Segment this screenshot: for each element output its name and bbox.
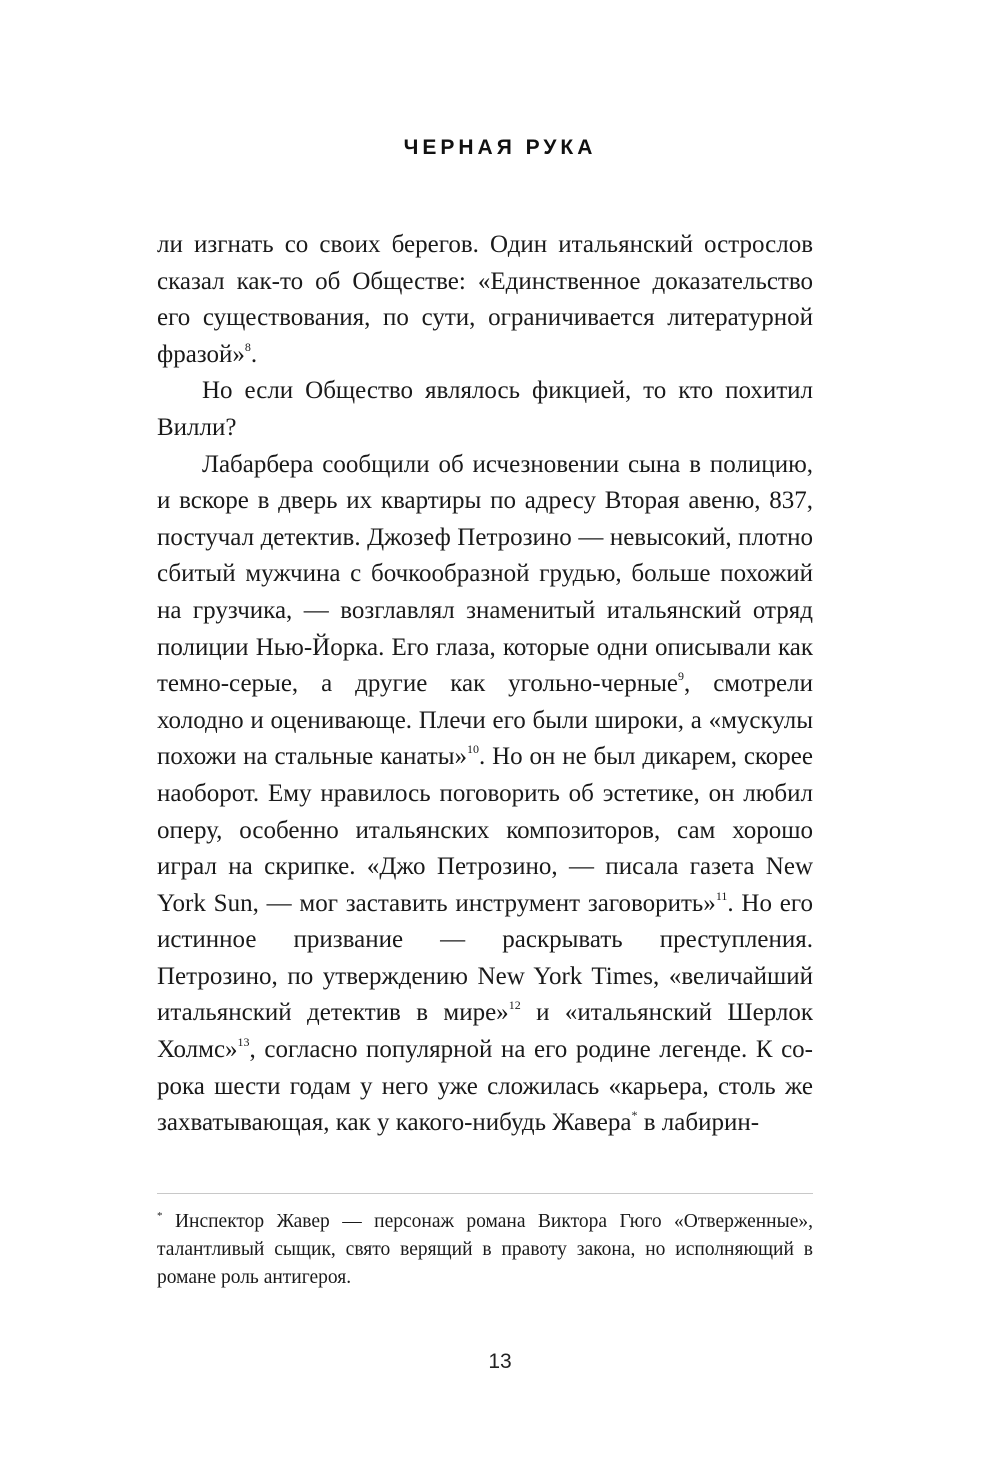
main-text (157, 227, 813, 1142)
paragraph-1-end: . (250, 340, 258, 368)
footnote-marker: * (157, 1210, 163, 1222)
paragraph-3-part-7: в лабирин- (637, 1109, 760, 1137)
running-header: ЧЕРНАЯ РУКА (403, 136, 597, 159)
footnote (157, 1208, 813, 1292)
footnote-divider (157, 1193, 813, 1194)
paragraph-2: Но если Общество являлось фикцией, то кто похитил Вилли? (157, 377, 813, 441)
paragraph-3 (157, 447, 813, 1142)
footnote-ref-11: 11 (715, 888, 728, 903)
footnote-ref-10: 10 (467, 742, 480, 757)
page-number: 13 (488, 1350, 512, 1373)
paragraph-3-part-4: . Но его истинное призвание — раскрывать преступления. Петрозино, по утверждению New York Times, «величайший итальянский детектив в мире» (157, 889, 813, 1027)
paragraph-3-part-3: . Но он не был дикарем, скорее наоборот. Ему нравилось поговорить об эстетике, он любил оперу, особенно итальянских композиторов, сам хорошо играл на скрипке. «Джо Петрозино, — писала газета New York Sun, — мог заставить инструмент заговорить» (157, 743, 813, 917)
footnote-text: Инспектор Жавер — персонаж романа Виктора Гюго «Отверженные», талантливый сыщик, свято верящий в правоту закона, но исполняющий в романе роль антигероя. (157, 1211, 813, 1288)
paragraph-1-text: ли изгнать со своих берегов. Один итальянский острослов сказал как-то об Обществе: «Единственное доказательство его существования, по сути, ограничивается литературной фразой» (157, 231, 813, 368)
footnote-ref-9: 9 (678, 669, 685, 684)
footnote-ref-12: 12 (508, 998, 521, 1013)
paragraph-3-part-5: и «итальянский Шерлок Холмс» (157, 999, 813, 1064)
paragraph-3-part-1: Лабарбера сообщили об исчезновении сына в полицию, и вскоре в дверь их квартиры по адресу Вторая авеню, 837, постучал детектив. Джозеф Петрозино — невысокий, плотно сбитый мужчина с бочкообразной грудью, больше похожий на грузчика, — возглавлял знаменитый итальянский отряд полиции Нью-Йорка. Его глаза, которые одни описывали как темно-серые, а другие как угольно-черные (157, 450, 813, 698)
paragraph-3-part-2: , смотрели холодно и оценивающе. Плечи его были широки, а «мускулы похожи на стальные канаты» (157, 670, 813, 771)
paragraph-1 (157, 227, 813, 373)
footnote-ref-13: 13 (237, 1035, 250, 1050)
footnote-ref-asterisk: * (631, 1108, 638, 1123)
footnote-ref-8: 8 (244, 339, 251, 354)
paragraph-3-part-6: , согласно популярной на его родине легенде. К сорока шести годам у него уже сложилась «карьера, столь же захватывающая, как у какого-нибудь Жавера (157, 1036, 813, 1137)
